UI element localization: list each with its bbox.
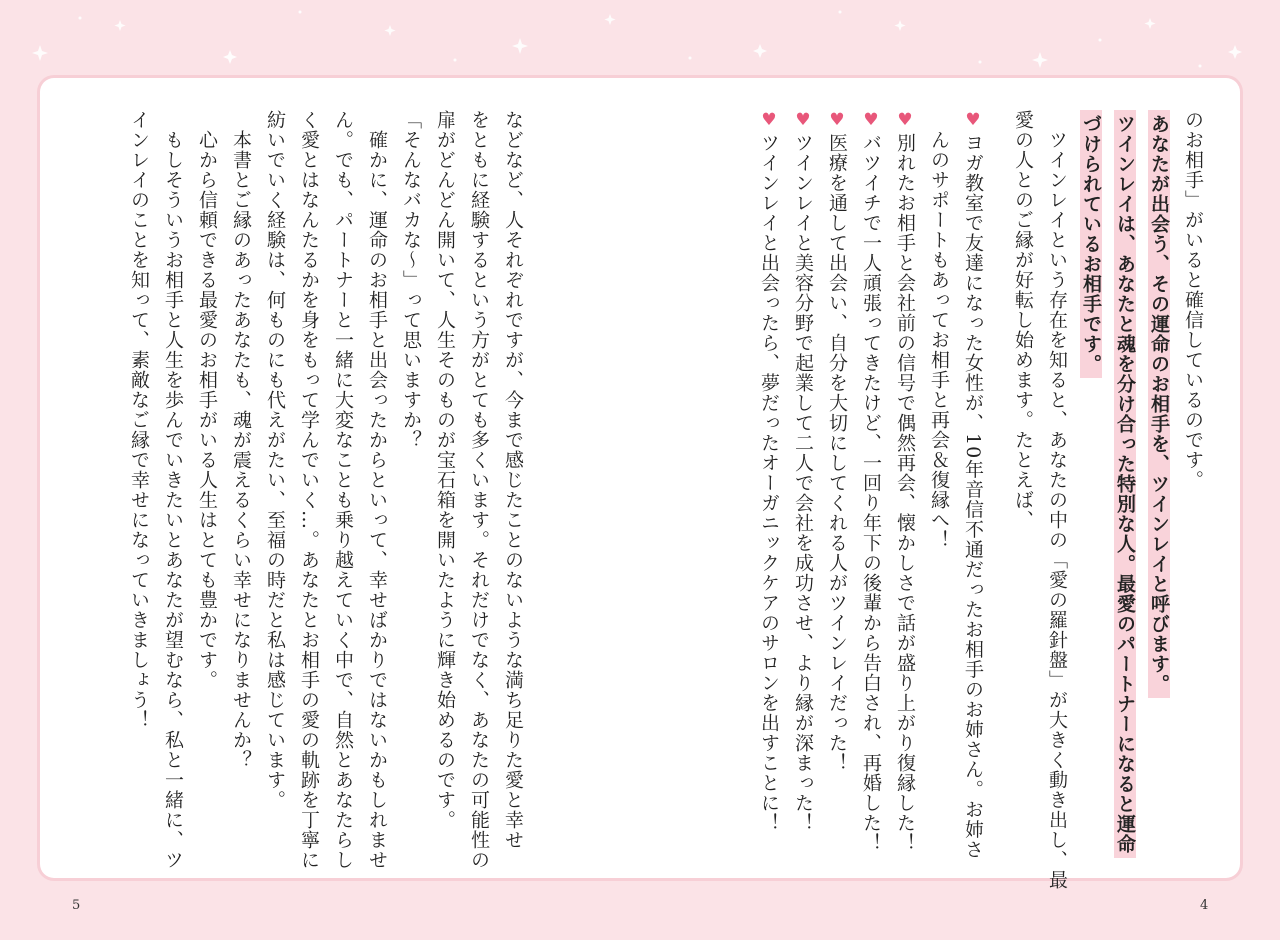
text-line xyxy=(360,110,394,870)
body-text: 確かに、運命のお相手と出会ったからといって、幸せばかりではないかもしれませ xyxy=(366,110,388,870)
text-line xyxy=(1142,110,1176,870)
text-line xyxy=(122,110,156,870)
text-line xyxy=(854,110,888,870)
body-text: ん。でも、パートナーと一緒に大変なことも乗り越えていく中で、自然とあなたらし xyxy=(332,110,354,870)
body-text: バツイチで一人頑張ってきたけど、一回り年下の後輩から告白され、再婚した！ xyxy=(860,133,882,853)
body-text: 「そんなバカな～」って思いますか？ xyxy=(400,110,422,450)
text-line xyxy=(820,110,854,870)
text-line xyxy=(1108,110,1142,870)
heart-icon: ♥ xyxy=(759,110,779,131)
text-line xyxy=(1074,110,1108,870)
text-line xyxy=(922,110,956,870)
left-page-text xyxy=(90,110,530,870)
text-line xyxy=(786,110,820,870)
text-line xyxy=(462,110,496,870)
text-line xyxy=(888,110,922,870)
body-text: く愛とはなんたるかを身をもって学んでいく…。あなたとお相手の愛の軌跡を丁寧に xyxy=(298,110,320,870)
text-line xyxy=(156,110,190,870)
text-line xyxy=(190,110,224,870)
body-text: ツインレイと美容分野で起業して二人で会社を成功させ、より縁が深まった！ xyxy=(792,133,814,833)
highlighted-text: ツインレイは、あなたと魂を分け合った特別な人。最愛のパートナーになると運命 xyxy=(1114,110,1136,858)
text-line xyxy=(224,110,258,870)
body-text: をともに経験するという方がとても多くいます。それだけでなく、あなたの可能性の xyxy=(468,110,490,870)
text-line xyxy=(1040,110,1074,890)
text-line xyxy=(428,110,462,870)
text-line xyxy=(394,110,428,870)
heart-icon: ♥ xyxy=(895,110,915,131)
text-line xyxy=(292,110,326,870)
paragraph-gap xyxy=(990,110,1006,870)
body-text: ツインレイという存在を知ると、あなたの中の「愛の羅針盤」が大きく動き出し、最 xyxy=(1046,110,1068,890)
body-text: ヨガ教室で友達になった女性が、10年音信不通だったお相手のお姉さん。お姉さ xyxy=(962,133,984,860)
text-line xyxy=(326,110,360,870)
text-line xyxy=(258,110,292,870)
heart-icon: ♥ xyxy=(793,110,813,131)
body-text: 本書とご縁のあったあなたも、魂が震えるくらい幸せになりませんか？ xyxy=(230,110,252,770)
body-text: インレイのことを知って、素敵なご縁で幸せになっていきましょう！ xyxy=(128,110,150,730)
body-text: 紡いでいく経験は、何ものにも代えがたい、至福の時だと私は感じています。 xyxy=(264,110,286,810)
page-number-left: 5 xyxy=(72,898,81,913)
body-text: ツインレイと出会ったら、夢だったオーガニックケアのサロンを出すことに！ xyxy=(758,133,780,833)
body-text: のお相手」がいると確信しているのです。 xyxy=(1182,110,1204,490)
body-text: 愛の人とのご縁が好転し始めます。たとえば、 xyxy=(1012,110,1034,530)
text-line xyxy=(956,110,990,870)
body-text: などなど、人それぞれですが、今まで感じたことのないような満ち足りた愛と幸せ xyxy=(502,110,524,850)
highlighted-text: あなたが出会う、その運命のお相手を、ツインレイと呼びます。 xyxy=(1148,110,1170,698)
text-line xyxy=(752,110,786,870)
body-text: んのサポートもあってお相手と再会＆復縁へ！ xyxy=(928,110,950,550)
text-line xyxy=(496,110,530,870)
heart-icon: ♥ xyxy=(963,110,983,131)
body-text: 医療を通して出会い、自分を大切にしてくれる人がツインレイだった！ xyxy=(826,133,848,773)
body-text: もしそういうお相手と人生を歩んでいきたいとあなたが望むなら、私と一緒に、ツ xyxy=(162,110,184,870)
body-text: 扉がどんどん開いて、人生そのものが宝石箱を開いたように輝き始めるのです。 xyxy=(434,110,456,830)
right-page-text xyxy=(600,110,1210,890)
body-text: 心から信頼できる最愛のお相手がいる人生はとても豊かです。 xyxy=(196,110,218,690)
body-text: 別れたお相手と会社前の信号で偶然再会、懐かしさで話が盛り上がり復縁した！ xyxy=(894,133,916,853)
sparkle-decoration xyxy=(0,0,1280,80)
highlighted-text: づけられているお相手です。 xyxy=(1080,110,1102,378)
heart-icon: ♥ xyxy=(827,110,847,131)
text-line xyxy=(1006,110,1040,870)
page-number-right: 4 xyxy=(1200,898,1209,913)
heart-icon: ♥ xyxy=(861,110,881,131)
text-line xyxy=(1176,110,1210,870)
